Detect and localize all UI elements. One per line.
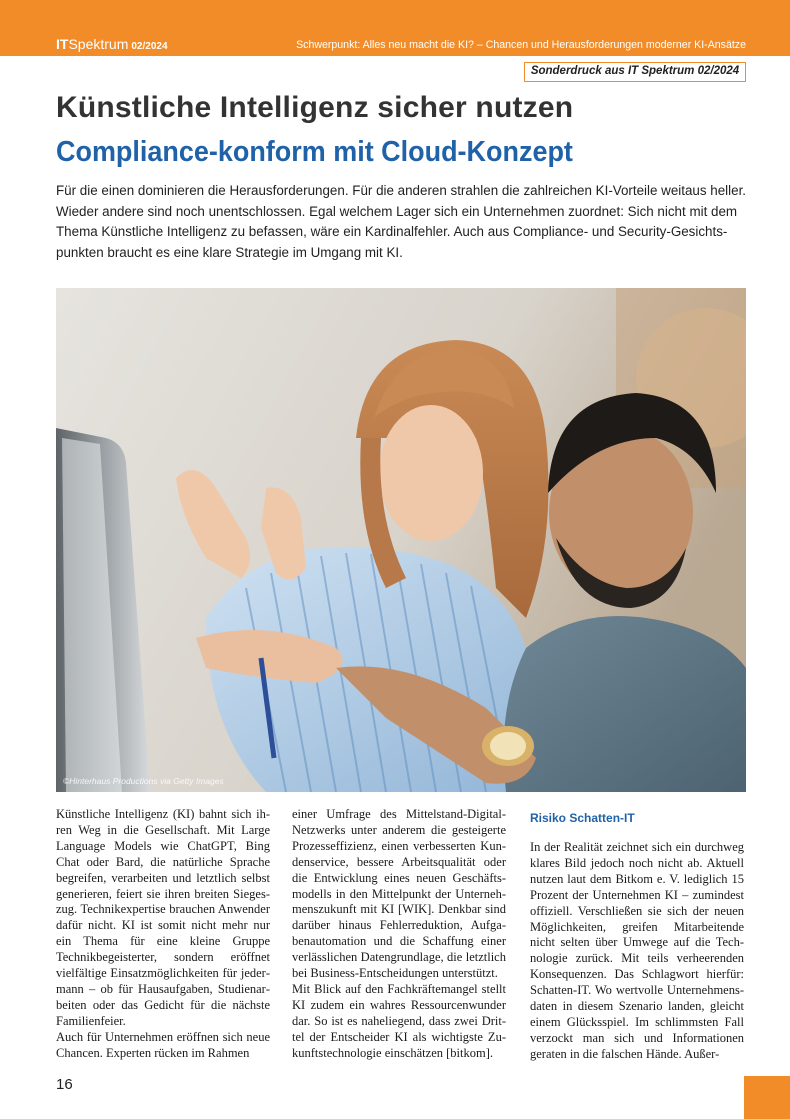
article-photo: [56, 288, 746, 792]
section-heading: Risiko Schatten-IT: [530, 811, 635, 825]
article-subtitle: Compliance-konform mit Cloud-Konzept: [56, 136, 573, 168]
brand-name: Spektrum: [68, 36, 129, 52]
paragraph: In der Realität zeichnet sich ein durchweg klares Bild jedoch noch nicht ab. Aktuell nutzen laut dem Bitkom e. V. lediglich 15 Prozent der Unternehmen KI – zumindest offiziell. Verschließen sie sich der neuen Möglichkeiten, greifen Mitarbeitende nicht selten über Umwege auf die Technologie zurück. Mit teils verheerenden Konsequenzen. Das Schlagwort hierfür: Schatten-IT. Wo wertvolle Unternehmensdaten in diesem Szenario landen, gleicht einem Glücksspiel. Im schlimmsten Fall verzockt man sich und Informationen geraten in die falschen Hände. Außer-: [530, 840, 744, 1061]
body-column-3: [530, 840, 744, 1063]
body-column-1: [56, 807, 270, 1062]
page-number: 16: [56, 1076, 73, 1093]
header-topic: Schwerpunkt: Alles neu macht die KI? – Chancen und Herausforderungen moderner KI-Ansätze: [296, 39, 746, 51]
page-corner-marker: [744, 1076, 790, 1119]
body-column-2: [292, 807, 506, 1062]
paragraph: Mit Blick auf den Fachkräftemangel stellt KI zudem ein wahres Ressourcenwunder dar. So ist es naheliegend, dass zwei Drittel der Entscheider KI als wichtigste Zukunftstechnologie einschätzen [bitkom].: [292, 981, 506, 1060]
magazine-brand: [56, 36, 168, 55]
photo-illustration: [56, 288, 746, 792]
brand-it: IT: [56, 36, 69, 52]
article-title: Künstliche Intelligenz sicher nutzen: [56, 91, 574, 124]
article-lead: Für die einen dominieren die Herausforderungen. Für die anderen strahlen die zahlreichen KI-Vorteile weitaus heller. Wieder andere sind noch unentschlossen. Egal welchem Lager sich ein Unternehmen zuordnet: Sich nicht mit dem Thema Künstliche Intelligenz zu befassen, wäre ein Kardinalfehler. Auch aus Compliance- und Security-Gesichtspunkten braucht es eine klare Strategie im Umgang mit KI.: [56, 183, 747, 260]
paragraph: Auch für Unternehmen eröffnen sich neue Chancen. Experten rücken im Rahmen: [56, 1029, 270, 1060]
brand-issue: 02/2024: [131, 41, 168, 52]
paragraph: Künstliche Intelligenz (KI) bahnt sich ihren Weg in die Gesellschaft. Mit Large Language Models wie ChatGPT, Bing Chat oder Bard, die natürliche Sprache begreifen, verarbeiten und letztlich selbst generieren, feiert sie ihren breiten Siegeszug. Technikexpertise brauchen Anwender dafür nicht. KI ist somit nicht mehr nur ein Thema für eine kleine Gruppe Technikbegeisterter, sondern eröffnet vielfältige Einsatzmöglichkeiten für jedermann – ob für Hausaufgaben, Studienarbeiten oder das Gedicht für die nächste Familienfeier.: [56, 807, 270, 1028]
sonderdruck-label: Sonderdruck aus IT Spektrum 02/2024: [524, 62, 746, 82]
paragraph: einer Umfrage des Mittelstand-Digital-Netzwerks unter anderem die gesteigerte Prozesseffizienz, einen verbesserten Kundenservice, bessere Arbeitsqualität oder die Entwicklung eines neuen Geschäftsmodells in den Mittelpunkt der Unternehmenszukunft mit KI [WIK]. Denkbar sind darüber hinaus Fehlerreduktion, Aufgabenautomation und die Schaffung einer verlässlichen Datengrundlage, die letztlich bei Business-Entscheidungen unterstützt.: [292, 807, 506, 981]
photo-credit: ©Hinterhaus Productions via Getty Images: [63, 776, 224, 786]
